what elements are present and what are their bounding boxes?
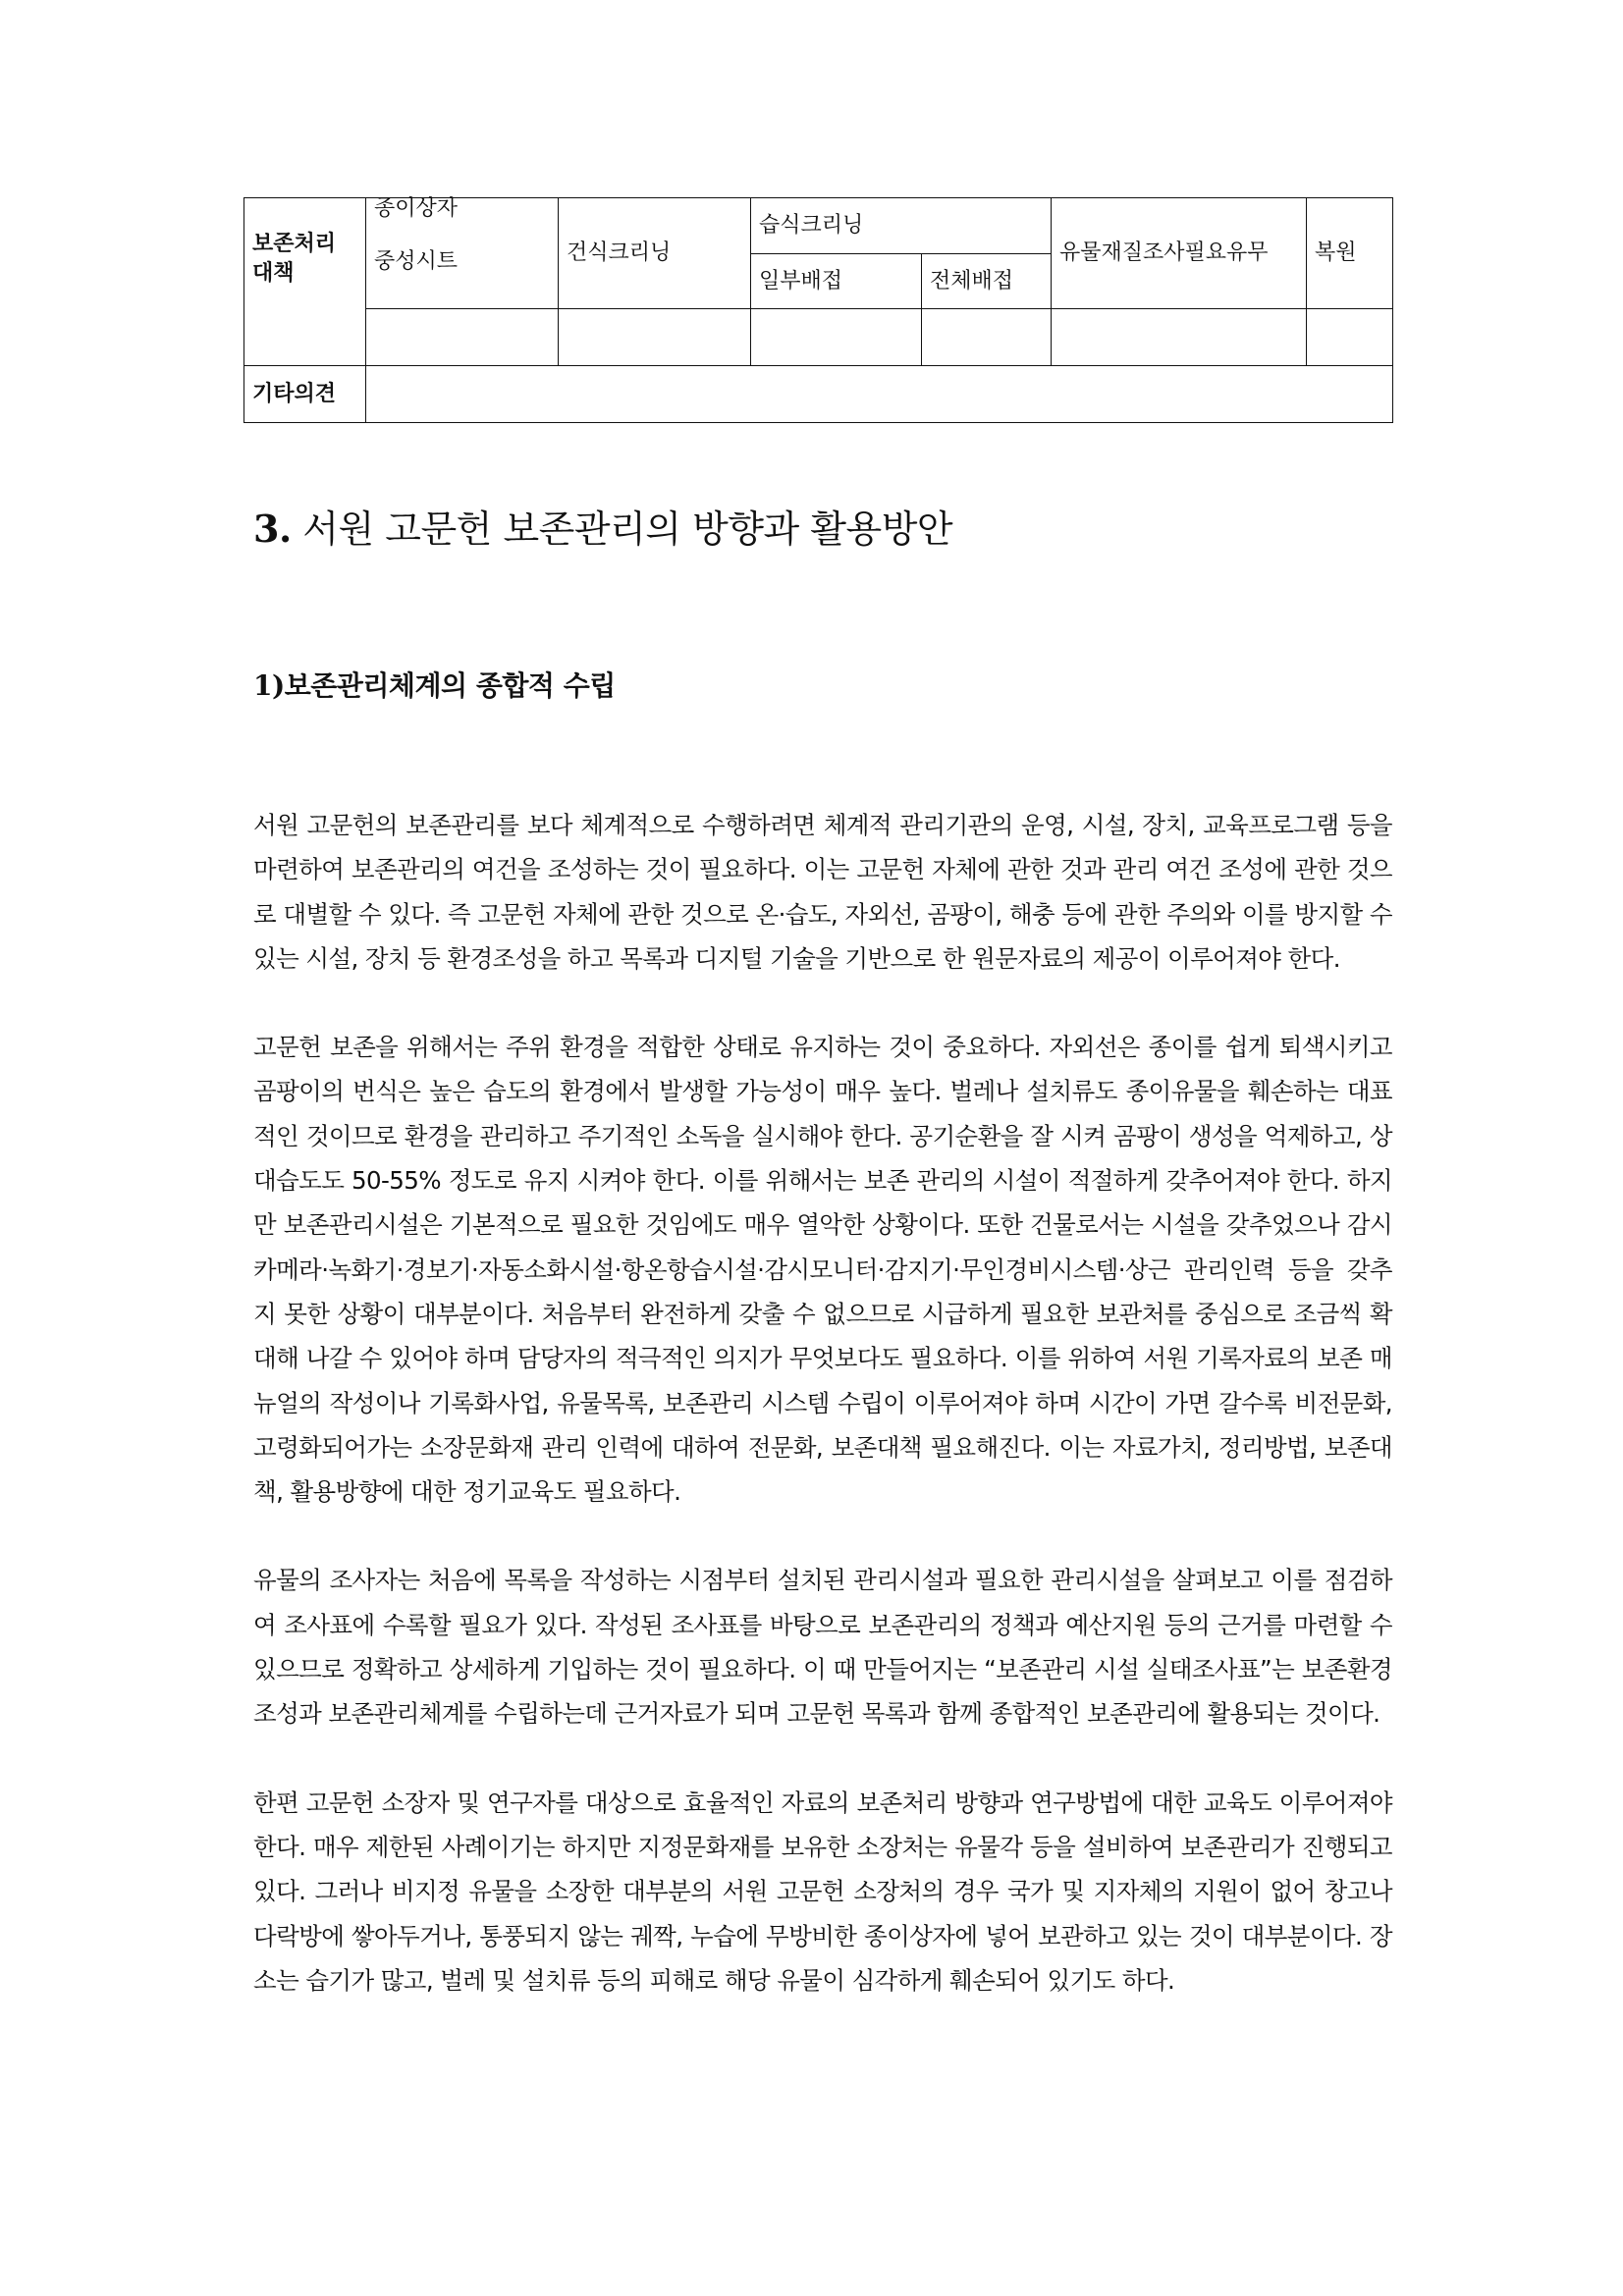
- full-backing-value: [922, 309, 1052, 366]
- paragraph: 유물의 조사자는 처음에 목록을 작성하는 시점부터 설치된 관리시설과 필요한 관리시설을 살펴보고 이를 점검하여 조사표에 수록할 필요가 있다. 작성된 조사표를 바탕으로 보존관리의 정책과 예산지원 등의 근거를 마련할 수 있으므로 정확하고 상세하게 기입하는 것이 필요하다. 이 때 만들어지는 “보존관리 시설 실태조사표”는 보존환경조성과 보존관리체계를 수립하는데 근거자료가 되며 고문헌 목록과 함께 종합적인 보존관리에 활용되는 것이다.: [253, 1566, 1392, 1729]
- partial-backing-header: 일부배접: [751, 254, 922, 309]
- neutral-sheet-label: 중성시트: [374, 248, 459, 274]
- dry-cleaning-value: [559, 309, 751, 366]
- section-heading: [253, 499, 952, 553]
- row-label-treatment: 보존처리 대책: [244, 198, 366, 366]
- other-opinion-value: [366, 366, 1393, 423]
- section-title: 서원 고문헌 보존관리의 방향과 활용방안: [302, 507, 953, 551]
- material-survey-header: 유물재질조사필요유무: [1052, 198, 1307, 309]
- preservation-form-table: [243, 197, 1393, 423]
- row-label-other-opinion: 기타의견: [244, 366, 366, 423]
- partial-backing-value: [751, 309, 922, 366]
- paper-box-value: [366, 309, 559, 366]
- restoration-value: [1307, 309, 1393, 366]
- restoration-header: 복원: [1307, 198, 1393, 309]
- paragraph: 고문헌 보존을 위해서는 주위 환경을 적합한 상태로 유지하는 것이 중요하다. 자외선은 종이를 쉽게 퇴색시키고 곰팡이의 번식은 높은 습도의 환경에서 발생할 가능성이 매우 높다. 벌레나 설치류도 종이유물을 훼손하는 대표적인 것이므로 환경을 관리하고 주기적인 소독을 실시해야 한다. 공기순환을 잘 시켜 곰팡이 생성을 억제하고, 상대습도도 50-55% 정도로 유지 시켜야 한다. 이를 위해서는 보존 관리의 시설이 적절하게 갖추어져야 한다. 하지만 보존관리시설은 기본적으로 필요한 것임에도 매우 열악한 상황이다. 또한 건물로서는 시설을 갖추었으나 감시카메라·녹화기·경보기·자동소화시설·항온항습시설·감시모니터·감지기·무인경비시스템·상근 관리인력 등을 갖추지 못한 상황이 대부분이다. 처음부터 완전하게 갖출 수 없으므로 시급하게 필요한 보관처를 중심으로 조금씩 확대해 나갈 수 있어야 하며 담당자의 적극적인 의지가 무엇보다도 필요하다. 이를 위하여 서원 기록자료의 보존 매뉴얼의 작성이나 기록화사업, 유물목록, 보존관리 시스템 수립이 이루어져야 하며 시간이 가면 갈수록 비전문화, 고령화되어가는 소장문화재 관리 인력에 대하여 전문화, 보존대책 필요해진다. 이는 자료가치, 정리방법, 보존대책, 활용방향에 대한 정기교육도 필요하다.: [253, 1033, 1392, 1507]
- subsection-title: 보존관리체계의 종합적 수립: [284, 669, 616, 702]
- paper-box-neutral-sheet-header: [366, 198, 559, 309]
- wet-cleaning-header: 습식크리닝: [751, 198, 1052, 254]
- paragraph: 한편 고문헌 소장자 및 연구자를 대상으로 효율적인 자료의 보존처리 방향과 연구방법에 대한 교육도 이루어져야 한다. 매우 제한된 사례이기는 하지만 지정문화재를 보유한 소장처는 유물각 등을 설비하여 보존관리가 진행되고 있다. 그러나 비지정 유물을 소장한 대부분의 서원 고문헌 소장처의 경우 국가 및 지자체의 지원이 없어 창고나 다락방에 쌓아두거나, 통풍되지 않는 궤짝, 누습에 무방비한 종이상자에 넣어 보관하고 있는 것이 대부분이다. 장소는 습기가 많고, 벌레 및 설치류 등의 피해로 해당 유물이 심각하게 훼손되어 있기도 하다.: [253, 1788, 1392, 1995]
- subsection-heading: [253, 665, 616, 704]
- section-number: 3.: [253, 507, 292, 551]
- paper-box-label: 종이상자: [374, 196, 459, 221]
- body-text: [253, 803, 1392, 2047]
- full-backing-header: 전체배접: [922, 254, 1052, 309]
- dry-cleaning-header: 건식크리닝: [559, 198, 751, 309]
- material-survey-value: [1052, 309, 1307, 366]
- paragraph: 서원 고문헌의 보존관리를 보다 체계적으로 수행하려면 체계적 관리기관의 운영, 시설, 장치, 교육프로그램 등을 마련하여 보존관리의 여건을 조성하는 것이 필요하다. 이는 고문헌 자체에 관한 것과 관리 여건 조성에 관한 것으로 대별할 수 있다. 즉 고문헌 자체에 관한 것으로 온·습도, 자외선, 곰팡이, 해충 등에 관한 주의와 이를 방지할 수 있는 시설, 장치 등 환경조성을 하고 목록과 디지털 기술을 기반으로 한 원문자료의 제공이 이루어져야 한다.: [253, 811, 1392, 973]
- subsection-number: 1): [253, 669, 285, 702]
